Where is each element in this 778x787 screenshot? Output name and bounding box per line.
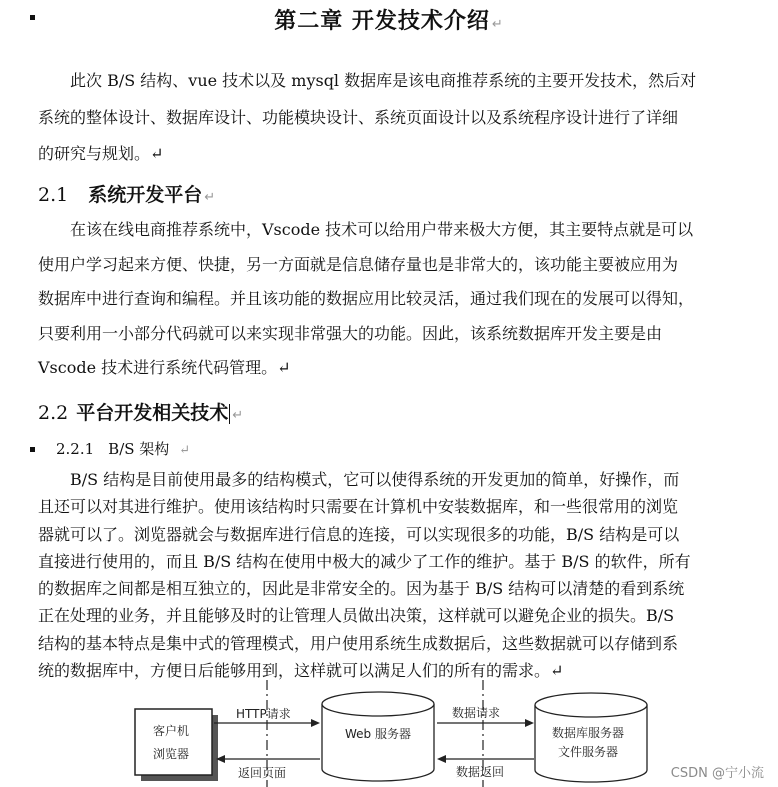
text-line: B/S 结构是目前使用最多的结构模式，它可以使得系统的开发更加的简单，好操作，而 <box>38 470 680 489</box>
http-request-label: HTTP请求 <box>236 707 291 721</box>
web-server-label: Web 服务器 <box>345 727 411 741</box>
watermark: CSDN @宁小流 <box>670 766 764 781</box>
text-line: 且还可以对其进行维护。使用该结构时只需要在计算机中安装数据库，和一些很常用的浏览 <box>38 497 679 517</box>
db-server-label: 数据库服务器 <box>552 726 625 740</box>
return-mark: ↵ <box>204 190 216 205</box>
section-2-2-heading: 2.2 平台开发相关技术 ↵ <box>38 402 244 424</box>
data-return-label: 数据返回 <box>456 765 505 779</box>
text-line: 只要利用一小部分代码就可以来实现非常强大的功能。因此，该系统数据库开发主要是由 <box>38 323 663 343</box>
subsection-2-2-1-heading: 2.2.1 B/S 架构 ↵ <box>56 440 191 458</box>
text-cursor <box>229 404 230 424</box>
text-line: 结构的基本特点是集中式的管理模式，用户使用系统生成数据后，这些数据就可以存储到系 <box>38 633 679 653</box>
text-line: 直接进行使用的，而且 B/S 结构在使用中极大的减少了工作的维护。基于 B/S 的软件，所有 <box>38 551 691 571</box>
list-bullet <box>30 447 35 452</box>
text-line: 使用户学习起来方便、快捷，另一方面就是信息储存量也是非常大的，该功能主要被应用为 <box>38 254 679 274</box>
bs-paragraph <box>38 466 750 684</box>
text-line: 的研究与规划。↵ <box>38 144 164 163</box>
chapter-title: 第二章 开发技术介绍 ↵ <box>274 9 504 34</box>
text-line: 系统的整体设计、数据库设计、功能模块设计、系统页面设计以及系统程序设计进行了详细 <box>38 107 679 127</box>
text-line: 数据库中进行查询和编程。并且该功能的数据应用比较灵活，通过我们现在的发展可以得知， <box>38 289 695 308</box>
browser-label: 浏览器 <box>153 747 190 761</box>
web-server-cylinder-top <box>322 692 434 716</box>
client-label: 客户机 <box>153 724 190 738</box>
text-line: 的数据库之间都是相互独立的，因此是非常安全的。因为基于 B/S 结构可以清楚的看到系统 <box>38 579 685 599</box>
text-line: Vscode 技术进行系统代码管理。↵ <box>38 358 291 377</box>
text-line: 正在处理的业务，并且能够及时的让管理人员做出决策，这样就可以避免企业的损失。B/S <box>38 606 675 626</box>
text-line: 在该在线电商推荐系统中，Vscode 技术可以给用户带来极大方便，其主要特点就是可以 <box>38 220 694 239</box>
arrowhead <box>437 755 446 763</box>
return-page-label: 返回页面 <box>238 766 287 780</box>
text-line: 统的数据库中，方便日后能够用到，这样就可以满足人们的所有的需求。↵ <box>38 661 564 681</box>
bs-architecture-diagram <box>0 678 778 787</box>
return-mark: ↵ <box>232 408 244 423</box>
section-2-1-paragraph <box>38 213 750 386</box>
arrowhead <box>311 719 320 727</box>
client-box <box>135 709 212 775</box>
data-request-label: 数据请求 <box>452 706 501 720</box>
return-mark: ↵ <box>179 443 191 458</box>
section-2-1-heading: 2.1 系统开发平台 ↵ <box>38 184 216 206</box>
db-server-cylinder-top <box>535 693 647 717</box>
file-server-label: 文件服务器 <box>558 745 619 759</box>
intro-paragraph <box>38 63 750 173</box>
text-line: 此次 B/S 结构、vue 技术以及 mysql 数据库是该电商推荐系统的主要开发技术，然后对 <box>38 71 697 90</box>
arrowhead <box>525 719 534 727</box>
text-line: 器就可以了。浏览器就会与数据库进行信息的连接，可以实现很多的功能，B/S 结构是可以 <box>38 524 680 544</box>
